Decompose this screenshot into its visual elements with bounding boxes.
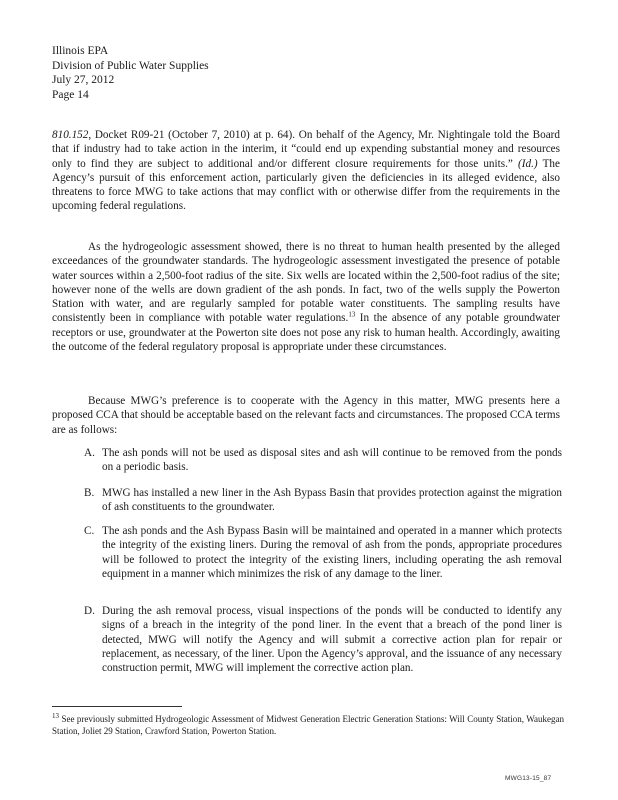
- list-item: [84, 604, 562, 675]
- header-recipient: Illinois EPA: [52, 45, 109, 57]
- header-date: July 27, 2012: [52, 74, 115, 86]
- list-text: MWG has installed a new liner in the Ash Bypass Basin that provides protection against the migration of ash constituents to the groundwater.: [102, 487, 562, 514]
- paragraph-text: As the hydrogeologic assessment showed, there is no threat to human health presented by the alleged exceedances of the groundwater standards. The hydrogeologic assessment investigated the presence of potable water sources within a 2,500-foot radius of the site. Six wells are located within the 2,500-foot radius of the site; however none of the wells are down gradient of the ash ponds. In fact, two of the wells supply the Powerton Station with water, and are regularly sampled for potable water constituents. The sampling results have consistently been in compliance with potable water regulations.: [52, 241, 560, 325]
- list-letter: B.: [84, 487, 95, 499]
- paragraph-text: In the absence of any potable groundwater receptors or use, groundwater at the Powerton site does not pose any risk to human health. Accordingly, awaiting the outcome of the federal regulatory proposal is appropriate under these circumstances.: [52, 312, 560, 354]
- header-page-number: Page 14: [52, 88, 89, 101]
- footnote: [52, 713, 564, 737]
- citation-id: (Id.): [518, 157, 538, 170]
- footnote-divider: [52, 706, 182, 707]
- list-text: During the ash removal process, visual inspections of the ponds will be conducted to identify any signs of a breach in the integrity of the pond liner. In the event that a breach of the pond liner is detected, MWG will notify the Agency and will submit a corrective action plan for repair or replacement, as necessary, of the liner. Upon the Agency’s approval, and the issuance of any necessary construction permit, MWG will implement the corrective action plan.: [102, 605, 562, 675]
- paragraph-hydrogeologic: [52, 240, 560, 354]
- list-text: The ash ponds will not be used as disposal sites and ash will continue to be removed from the ponds on a periodic basis.: [102, 447, 562, 474]
- citation-italic: 810.152: [52, 129, 89, 141]
- list-letter: D.: [84, 605, 95, 617]
- list-text: The ash ponds and the Ash Bypass Basin will be maintained and operated in a manner which protects the integrity of the existing liners. During the removal of ash from the ponds, appropriate procedures will be followed to protect the integrity of the existing liners, including operating the ash removal equipment in a manner which minimizes the risk of any damage to the liner.: [102, 525, 562, 580]
- letter-header: [52, 44, 209, 102]
- list-letter: C.: [84, 525, 95, 537]
- header-division: Division of Public Water Supplies: [52, 59, 209, 72]
- bates-stamp: MWG13-15_87: [505, 775, 552, 782]
- footnote-number: 13: [52, 712, 59, 720]
- list-item: [84, 486, 562, 515]
- paragraph-proposed-cca: Because MWG’s preference is to cooperate with the Agency in this matter, MWG presents here a proposed CCA that should be acceptable based on the relevant facts and circumstances. The proposed CCA terms are as follows:: [52, 395, 560, 436]
- paragraph-text: The Agency’s pursuit of this enforcement action, particularly given the deficiencies in its alleged evidence, also threatens to force MWG to take actions that may conflict with or otherwise differ from the requirements in the upcoming federal regulations.: [52, 157, 560, 213]
- list-letter: A.: [84, 447, 95, 459]
- footnote-reference: 13: [348, 310, 356, 319]
- list-item: [84, 446, 562, 475]
- list-item: [84, 524, 562, 581]
- paragraph-text: , Docket R09-21 (October 7, 2010) at p. 64). On behalf of the Agency, Mr. Nightingale told the Board that if industry had to take action in the interim, it “could end up expending substantial money and resources only to find they are subject to additional and/or different closure requirements for those units.”: [52, 129, 560, 170]
- footnote-text: See previously submitted Hydrogeologic Assessment of Midwest Generation Electric Generation Stations: Will County Station, Waukegan Station, Joliet 29 Station, Crawford Station, Powerton Station.: [52, 714, 564, 736]
- paragraph-nightingale: [52, 128, 560, 214]
